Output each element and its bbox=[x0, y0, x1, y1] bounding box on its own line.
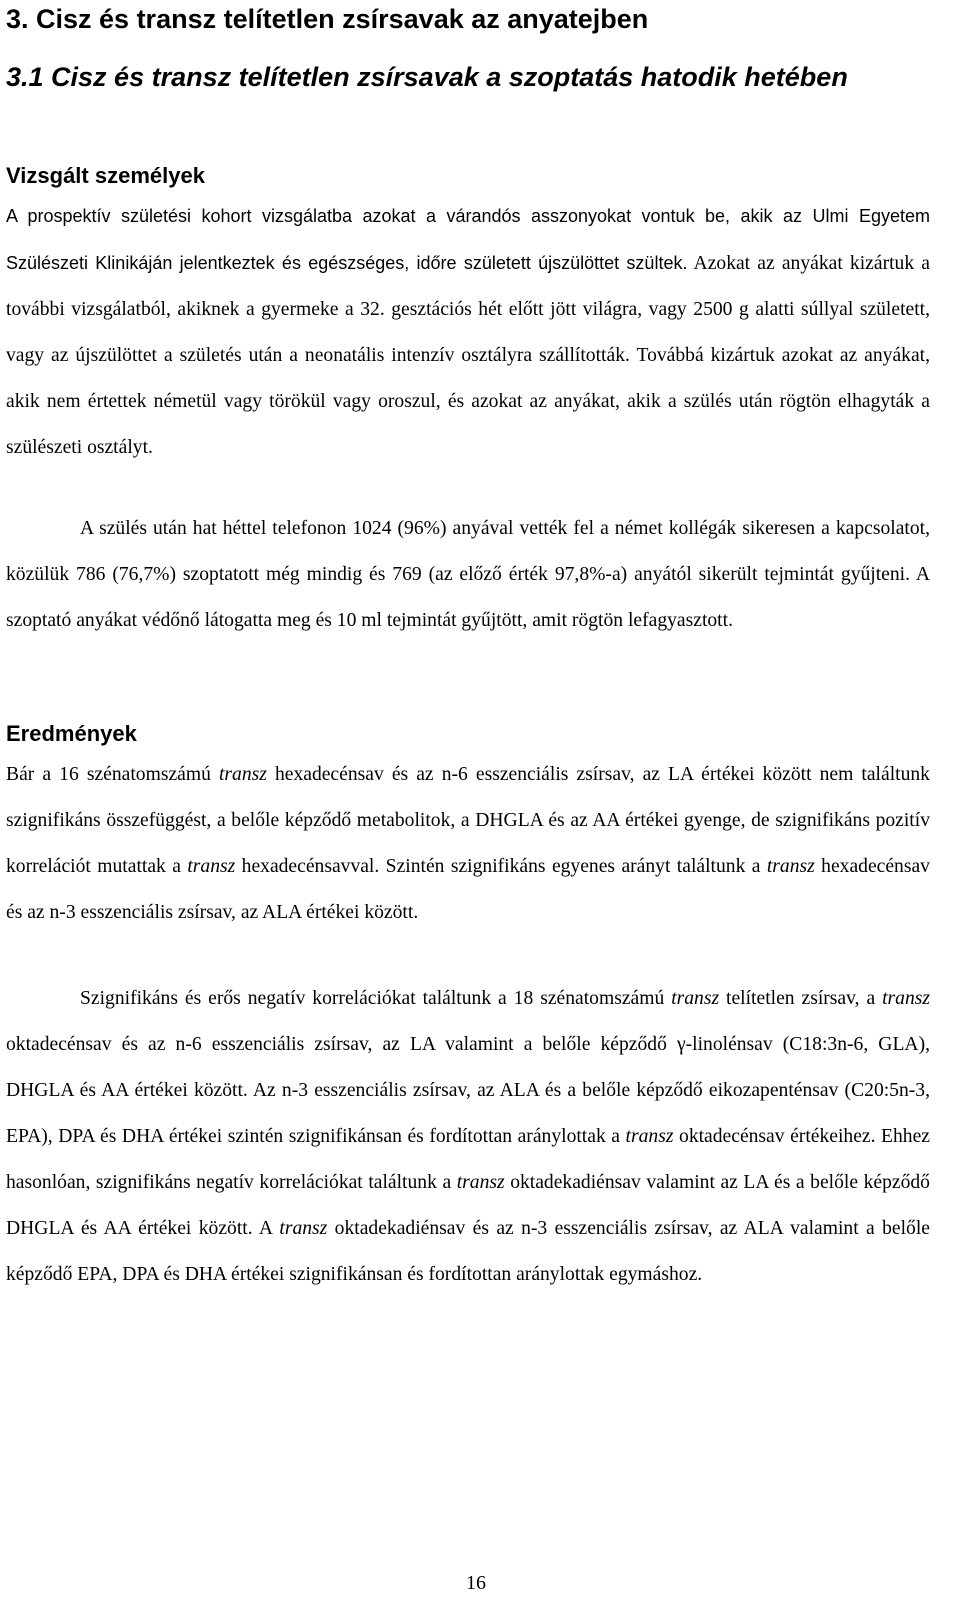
text-run: telítetlen zsírsav, a bbox=[719, 988, 883, 1009]
page-number: 16 bbox=[466, 1572, 486, 1594]
italic-term: transz bbox=[279, 1218, 328, 1239]
subjects-heading: Vizsgált személyek bbox=[6, 163, 205, 188]
text-run: hexadecénsavval. Szintén szignifikáns egyenes arányt találtunk a bbox=[235, 856, 767, 877]
results-heading: Eredmények bbox=[6, 721, 137, 746]
text-run: oktadekadiénsav valamint az LA és a belőle képződő DHGLA és AA értékei között. A bbox=[6, 1172, 930, 1239]
text-run: oktadecénsav és az n-6 esszenciális zsírsav, az LA valamint a belőle képződő γ-linolénsav (C18:3n-6, GLA), DHGLA és AA értékei között. Az n-3 esszenciális zsírsav, az ALA és a belőle képződő eikozapenténsav (C20:5n-3, EPA), DPA és DHA értékei szintén szignifikánsan és fordítottan aránylottak a bbox=[6, 1034, 930, 1147]
italic-term: transz bbox=[625, 1126, 674, 1147]
italic-term: transz bbox=[218, 764, 267, 785]
subjects-paragraph-1-sans: A prospektív születési kohort vizsgálatba azokat a várandós asszonyokat vontuk be, akik az Ulmi Egyetem Szülészeti Klinikáján jelentkeztek és egészséges, időre született újszülöttet szültek. bbox=[6, 206, 930, 273]
italic-term: transz bbox=[456, 1172, 505, 1193]
subjects-paragraph-2: A szülés után hat héttel telefonon 1024 (96%) anyával vették fel a német kollégák sikeresen a kapcsolatot, közülük 786 (76,7%) szoptatott még mindig és 769 (az előző érték 97,8%-a) anyától sikerült tejmintát gyűjteni. A szoptató anyákat védőnő látogatta meg és 10 ml tejmintát gyűjtött, amit rögtön lefagyasztott. bbox=[6, 518, 930, 631]
text-run: hexadecénsav és az n-3 esszenciális zsírsav, az ALA értékei között. bbox=[6, 856, 930, 923]
text-run: hexadecénsav és az n-6 esszenciális zsírsav, az LA értékei között nem találtunk szignifikáns összefüggést, a belőle képződő metabolitok, a DHGLA és az AA értékei gyenge, de szignifikáns pozitív korrelációt mutattak a bbox=[6, 764, 930, 877]
section-heading: 3.1 Cisz és transz telítetlen zsírsavak a szoptatás hatodik hetében bbox=[6, 62, 848, 92]
results-paragraph-1 bbox=[6, 752, 930, 936]
subjects-paragraph-1-serif: Azokat az anyákat kizártuk a további vizsgálatból, akiknek a gyermeke a 32. gesztációs hét előtt jött világra, vagy 2500 g alatti súllyal született, vagy az újszülöttet a születés után a neonatális intenzív osztályra szállították. Továbbá kizártuk azokat az anyákat, akik nem értettek németül vagy törökül vagy oroszul, és azokat az anyákat, akik a szülés után rögtön elhagyták a szülészeti osztályt. bbox=[6, 253, 930, 458]
italic-term: transz bbox=[882, 988, 931, 1009]
italic-term: transz bbox=[187, 856, 236, 877]
text-run: oktadecénsav értékeihez. Ehhez hasonlóan, szignifikáns negatív korrelációkat találtunk a bbox=[6, 1126, 930, 1193]
chapter-heading: 3. Cisz és transz telítetlen zsírsavak az anyatejben bbox=[6, 4, 649, 34]
text-run: oktadekadiénsav és az n-3 esszenciális zsírsav, az ALA valamint a belőle képződő EPA, DPA és DHA értékei szignifikánsan és fordítottan aránylottak egymáshoz. bbox=[6, 1218, 930, 1285]
italic-term: transz bbox=[766, 856, 815, 877]
italic-term: transz bbox=[671, 988, 720, 1009]
text-run: Bár a 16 szénatomszámú bbox=[6, 764, 219, 785]
text-run: Szignifikáns és erős negatív korrelációkat találtunk a 18 szénatomszámú bbox=[80, 988, 672, 1009]
results-paragraph-2 bbox=[6, 976, 930, 1298]
subjects-paragraph-1 bbox=[6, 193, 930, 471]
